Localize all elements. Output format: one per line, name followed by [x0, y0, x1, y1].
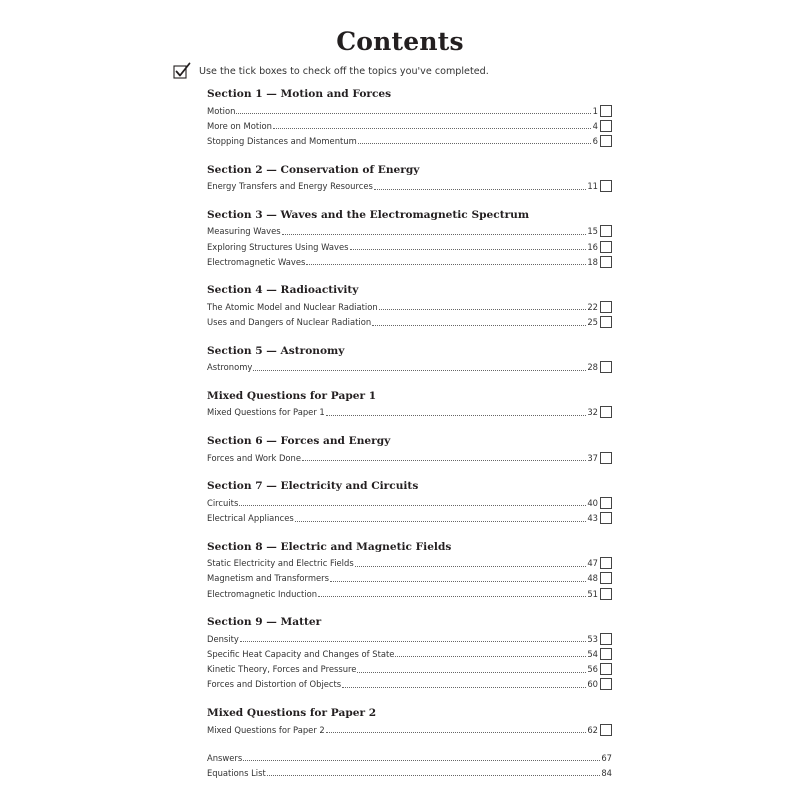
- dot-leader: [253, 370, 586, 371]
- toc-entry-page: 47: [587, 558, 598, 569]
- dot-leader: [273, 128, 591, 129]
- section-heading: Mixed Questions for Paper 2: [207, 706, 377, 719]
- dot-leader: [326, 415, 587, 416]
- toc-section: [207, 388, 612, 420]
- toc-entry[interactable]: [207, 631, 612, 646]
- tick-box[interactable]: [600, 724, 612, 736]
- toc-entry[interactable]: [207, 586, 612, 601]
- toc-entry[interactable]: [207, 495, 612, 510]
- tick-box[interactable]: [600, 497, 612, 509]
- toc-entry[interactable]: [207, 662, 612, 677]
- tick-box[interactable]: [600, 180, 612, 192]
- toc-entry[interactable]: [207, 750, 612, 765]
- dot-leader: [282, 234, 587, 235]
- tick-box[interactable]: [600, 633, 612, 645]
- toc-entry-label: More on Motion: [207, 120, 272, 131]
- toc-entry-page: 11: [587, 181, 598, 192]
- toc-entry-page: 18: [587, 256, 598, 267]
- dot-leader: [330, 581, 586, 582]
- tick-box[interactable]: [600, 256, 612, 268]
- section-heading: Section 5 — Astronomy: [207, 344, 345, 357]
- toc-entry-label: Equations List: [207, 767, 266, 778]
- section-heading: Mixed Questions for Paper 1: [207, 389, 377, 402]
- toc-entry-page: 62: [587, 724, 598, 735]
- toc-section: [207, 705, 612, 737]
- tick-box[interactable]: [600, 316, 612, 328]
- section-heading: Section 8 — Electric and Magnetic Fields: [207, 540, 452, 553]
- page-title: Contents: [336, 27, 464, 56]
- toc-entry-page: 54: [587, 648, 598, 659]
- toc-entry[interactable]: [207, 722, 612, 737]
- toc-entry[interactable]: [207, 315, 612, 330]
- intro-text: Use the tick boxes to check off the topics you've completed.: [199, 65, 489, 77]
- dot-leader: [357, 672, 586, 673]
- tick-box[interactable]: [600, 135, 612, 147]
- dot-leader: [243, 760, 600, 761]
- section-heading: Section 9 — Matter: [207, 616, 322, 629]
- dot-leader: [350, 249, 587, 250]
- tick-box[interactable]: [600, 663, 612, 675]
- tick-box[interactable]: [600, 406, 612, 418]
- section-heading: Section 1 — Motion and Forces: [207, 88, 392, 100]
- toc-entry[interactable]: [207, 118, 612, 133]
- toc-entry[interactable]: [207, 765, 612, 780]
- toc-entry-label: Magnetism and Transformers: [207, 573, 329, 584]
- toc-entry[interactable]: [207, 450, 612, 465]
- toc-entry-label: Energy Transfers and Energy Resources: [207, 181, 373, 192]
- checkbox-tick-icon: [173, 62, 191, 80]
- section-heading: Section 6 — Forces and Energy: [207, 435, 391, 448]
- tick-box[interactable]: [600, 557, 612, 569]
- table-of-contents: [207, 86, 612, 781]
- toc-entry[interactable]: [207, 239, 612, 254]
- toc-entry[interactable]: [207, 405, 612, 420]
- toc-entry[interactable]: [207, 133, 612, 148]
- toc-entry[interactable]: [207, 299, 612, 314]
- toc-section: [207, 282, 612, 329]
- dot-leader: [374, 189, 586, 190]
- toc-entry-page: 15: [587, 226, 598, 237]
- toc-entry-page: 43: [587, 513, 598, 524]
- toc-entry-page: 37: [587, 452, 598, 463]
- toc-entry-page: 84: [601, 767, 612, 778]
- tick-box[interactable]: [600, 512, 612, 524]
- toc-entry-page: 40: [587, 497, 598, 508]
- section-heading: Section 7 — Electricity and Circuits: [207, 480, 419, 493]
- toc-entry[interactable]: [207, 224, 612, 239]
- toc-entry-page: 22: [587, 301, 598, 312]
- toc-entry-page: 16: [587, 241, 598, 252]
- toc-entry[interactable]: [207, 360, 612, 375]
- tick-box[interactable]: [600, 648, 612, 660]
- toc-section: [207, 207, 612, 270]
- toc-entry-page: 51: [587, 588, 598, 599]
- section-heading: Section 2 — Conservation of Energy: [207, 163, 420, 176]
- toc-entry-label: Mixed Questions for Paper 1: [207, 407, 325, 418]
- toc-entry-page: 25: [587, 317, 598, 328]
- toc-section: [207, 343, 612, 375]
- toc-section: [207, 539, 612, 602]
- toc-entry-page: 6: [592, 135, 598, 146]
- appendix-list: [207, 750, 612, 780]
- toc-entry-label: Answers: [207, 752, 243, 763]
- toc-entry-label: Kinetic Theory, Forces and Pressure: [207, 664, 357, 675]
- toc-entry-label: Electromagnetic Induction: [207, 588, 318, 599]
- toc-entry-label: Static Electricity and Electric Fields: [207, 558, 354, 569]
- toc-entry-page: 28: [587, 362, 598, 373]
- toc-entry[interactable]: [207, 254, 612, 269]
- toc-entry-label: Electrical Appliances: [207, 513, 294, 524]
- toc-entry-label: Mixed Questions for Paper 2: [207, 724, 325, 735]
- toc-entry-label: Astronomy: [207, 362, 253, 373]
- toc-entry-label: Electromagnetic Waves: [207, 256, 306, 267]
- tick-box[interactable]: [600, 301, 612, 313]
- tick-box[interactable]: [600, 678, 612, 690]
- tick-box[interactable]: [600, 105, 612, 117]
- toc-entry-label: Specific Heat Capacity and Changes of State: [207, 648, 395, 659]
- dot-leader: [358, 143, 591, 144]
- toc-entry-page: 60: [587, 679, 598, 690]
- toc-entry[interactable]: [207, 571, 612, 586]
- intro-line: [173, 61, 489, 81]
- toc-entry-label: Density: [207, 633, 239, 644]
- tick-box[interactable]: [600, 452, 612, 464]
- dot-leader: [236, 113, 591, 114]
- tick-box[interactable]: [600, 572, 612, 584]
- dot-leader: [295, 521, 587, 522]
- toc-entry-label: Forces and Distortion of Objects: [207, 679, 342, 690]
- toc-entry-label: Stopping Distances and Momentum: [207, 135, 357, 146]
- dot-leader: [326, 732, 587, 733]
- toc-entry-label: Forces and Work Done: [207, 452, 302, 463]
- dot-leader: [318, 596, 586, 597]
- toc-entry-label: The Atomic Model and Nuclear Radiation: [207, 301, 378, 312]
- tick-box[interactable]: [600, 361, 612, 373]
- dot-leader: [372, 325, 586, 326]
- toc-entry-page: 48: [587, 573, 598, 584]
- toc-entry-label: Uses and Dangers of Nuclear Radiation: [207, 317, 372, 328]
- toc-entry-page: 67: [601, 752, 612, 763]
- toc-entry-page: 32: [587, 407, 598, 418]
- dot-leader: [267, 775, 601, 776]
- tick-box[interactable]: [600, 120, 612, 132]
- toc-entry-label: Motion: [207, 105, 236, 116]
- dot-leader: [306, 264, 586, 265]
- toc-entry[interactable]: [207, 677, 612, 692]
- toc-section: [207, 614, 612, 692]
- toc-entry[interactable]: [207, 646, 612, 661]
- toc-entry[interactable]: [207, 510, 612, 525]
- toc-entry-label: Measuring Waves: [207, 226, 281, 237]
- dot-leader: [239, 505, 586, 506]
- toc-section: [207, 478, 612, 525]
- toc-entry[interactable]: [207, 556, 612, 571]
- toc-entry-page: 4: [592, 120, 598, 131]
- dot-leader: [379, 309, 587, 310]
- toc-entry-page: 56: [587, 664, 598, 675]
- toc-entry[interactable]: [207, 179, 612, 194]
- toc-section: [207, 86, 612, 149]
- toc-section: [207, 433, 612, 465]
- toc-section: [207, 162, 612, 194]
- toc-entry-page: 1: [592, 105, 598, 116]
- toc-entry-label: Circuits: [207, 497, 239, 508]
- dot-leader: [355, 566, 587, 567]
- dot-leader: [395, 656, 586, 657]
- dot-leader: [342, 687, 586, 688]
- dot-leader: [302, 460, 586, 461]
- dot-leader: [240, 641, 586, 642]
- tick-box[interactable]: [600, 588, 612, 600]
- toc-entry-page: 53: [587, 633, 598, 644]
- section-heading: Section 3 — Waves and the Electromagnetic Spectrum: [207, 208, 530, 221]
- tick-box[interactable]: [600, 241, 612, 253]
- section-heading: Section 4 — Radioactivity: [207, 284, 359, 297]
- toc-entry[interactable]: [207, 103, 612, 118]
- toc-entry-label: Exploring Structures Using Waves: [207, 241, 349, 252]
- tick-box[interactable]: [600, 225, 612, 237]
